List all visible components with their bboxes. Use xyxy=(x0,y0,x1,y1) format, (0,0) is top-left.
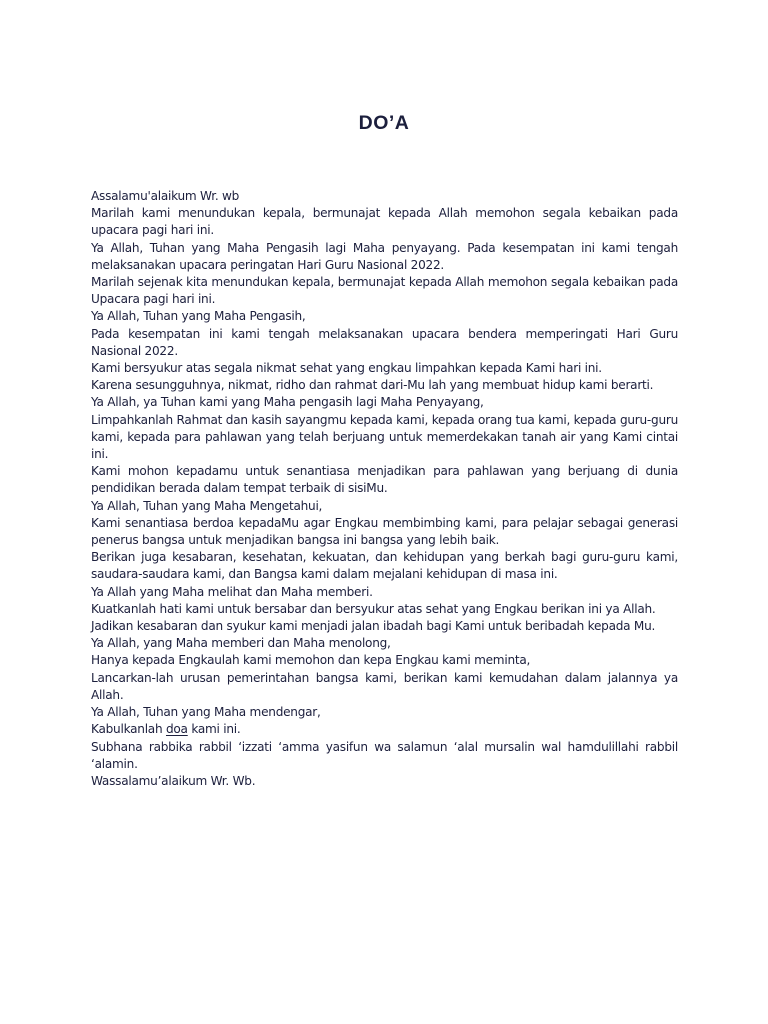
paragraph: Ya Allah, Tuhan yang Maha mendengar, xyxy=(91,705,321,720)
paragraph: Limpahkanlah Rahmat dan kasih sayangmu kepada kami, kepada orang tua kami, kepada guru-guru kami, kepada para pahlawan yang telah berjuang untuk memerdekakan tanah air yang Kami cintai ini. xyxy=(91,412,679,462)
paragraph: Ya Allah, ya Tuhan kami yang Maha pengasih lagi Maha Penyayang, xyxy=(91,395,484,410)
paragraph: Lancarkan-lah urusan pemerintahan bangsa kami, berikan kami kemudahan dalam jalannya ya Allah. xyxy=(91,670,678,702)
paragraph: Kami senantiasa berdoa kepadaMu agar Engkau membimbing kami, para pelajar sebagai generasi penerus bangsa untuk menjadikan bangsa ini bangsa yang lebih baik. xyxy=(91,515,678,548)
paragraph: Ya Allah yang Maha melihat dan Maha memberi. xyxy=(91,584,373,599)
paragraph: Assalamu'alaikum Wr. wb xyxy=(91,189,240,203)
paragraph: Kami bersyukur atas segala nikmat sehat yang engkau limpahkan kepada Kami hari ini. xyxy=(91,361,602,376)
prayer-body xyxy=(91,188,678,790)
paragraph: Ya Allah, yang Maha memberi dan Maha menolong, xyxy=(91,636,391,651)
paragraph: Ya Allah, Tuhan yang Maha Mengetahui, xyxy=(91,498,323,513)
paragraph: Hanya kepada Engkaulah kami memohon dan kepa Engkau kami meminta, xyxy=(91,653,531,668)
closing-paragraph: Subhana rabbika rabbil ‘izzati ‘amma yasifun wa salamun ‘alal mursalin wal hamdulillahi rabbil ‘alamin. xyxy=(91,739,678,771)
kabulkan-text-end: kami ini. xyxy=(187,722,241,737)
doa-link[interactable]: doa xyxy=(165,722,188,737)
paragraph: Berikan juga kesabaran, kesehatan, kekuatan, dan kehidupan yang berkah bagi guru-guru kami, saudara-saudara kami, dan Bangsa kami dalam mejalani kehidupan di masa ini. xyxy=(91,550,678,582)
kabulkan-text: Kabulkanlah xyxy=(91,722,166,737)
paragraph: Kami mohon kepadamu untuk senantiasa menjadikan para pahlawan yang berjuang di dunia pendidikan berada dalam tempat terbaik di sisiMu. xyxy=(91,464,678,496)
page-title: DO’A xyxy=(358,112,410,134)
paragraph: Karena sesungguhnya, nikmat, ridho dan rahmat dari-Mu lah yang membuat hidup kami berarti. xyxy=(91,378,654,393)
paragraph: Pada kesempatan ini kami tengah melaksanakan upacara bendera memperingati Hari Guru Nasional 2022. xyxy=(91,326,678,358)
paragraph: Jadikan kesabaran dan syukur kami menjadi jalan ibadah bagi Kami untuk beribadah kepada Mu. xyxy=(91,619,656,634)
paragraph: Ya Allah, Tuhan yang Maha Pengasih, xyxy=(91,309,306,324)
paragraph: Ya Allah, Tuhan yang Maha Pengasih lagi Maha penyayang. Pada kesempatan ini kami tengah melaksanakan upacara peringatan Hari Guru Nasional 2022. xyxy=(91,240,678,272)
paragraph: Marilah sejenak kita menundukan kepala, bermunajat kepada Allah memohon segala kebaikan pada Upacara pagi hari ini. xyxy=(91,275,678,307)
paragraph: Kuatkanlah hati kami untuk bersabar dan bersyukur atas sehat yang Engkau berikan ini ya Allah. xyxy=(91,601,656,616)
kabulkan-paragraph xyxy=(91,721,678,738)
closing-paragraph: Wassalamu’alaikum Wr. Wb. xyxy=(91,773,256,788)
paragraph: Marilah kami menundukan kepala, bermunajat kepada Allah memohon segala kebaikan pada upacara pagi hari ini. xyxy=(91,206,678,238)
